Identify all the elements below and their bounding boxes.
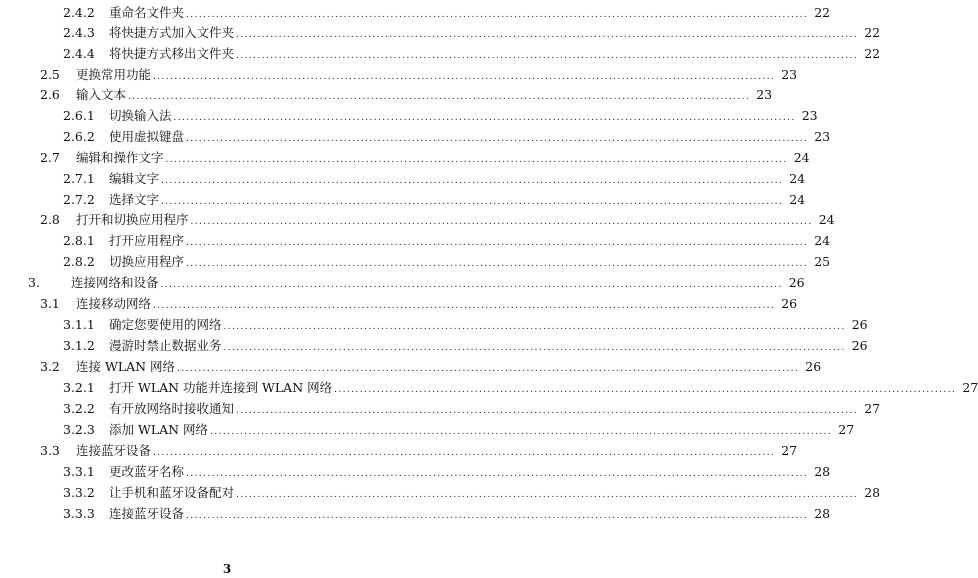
toc-entry-page: 23 (756, 87, 773, 102)
toc-entry-page: 23 (814, 129, 831, 144)
toc-entry[interactable] (63, 249, 831, 269)
toc-entry-page: 24 (793, 150, 810, 165)
dot-leader: .................................................................................................................................................. (160, 280, 783, 290)
toc-entry-number: 3.2.1 (63, 380, 95, 395)
dot-leader: .................................................................................................................................................. (186, 469, 809, 479)
toc-entry-number: 2.8 (40, 212, 60, 227)
toc-entry[interactable] (63, 0, 831, 20)
dot-leader: .................................................................................................................................................. (236, 30, 859, 40)
toc-entry-page: 24 (789, 171, 806, 186)
toc-entry-title: 连接移动网络 (76, 296, 152, 311)
toc-entry-title: 将快捷方式加入文件夹 (109, 25, 235, 40)
toc-entry-title: 有开放网络时接收通知 (109, 401, 235, 416)
dot-leader: .................................................................................................................................................. (161, 197, 784, 207)
toc-entry-title: 更改蓝牙名称 (109, 464, 185, 479)
toc-entry[interactable] (63, 228, 831, 248)
dot-leader: .................................................................................................................................................. (173, 113, 796, 123)
toc-entry-title: 选择文字 (109, 192, 160, 207)
dot-leader: .................................................................................................................................................. (186, 10, 809, 20)
toc-entry-title: 确定您要使用的网络 (109, 317, 222, 332)
toc-entry[interactable] (63, 333, 868, 353)
toc-entry-page: 27 (781, 443, 798, 458)
toc-entry-page: 26 (851, 338, 868, 353)
dot-leader: .................................................................................................................................................. (210, 427, 833, 437)
toc-entry[interactable] (63, 124, 831, 144)
toc-entry-number: 3.1.1 (63, 317, 95, 332)
toc-entry-number: 2.7.2 (63, 192, 95, 207)
toc-entry-title: 切换输入法 (109, 108, 172, 123)
toc-entry-title: 连接蓝牙设备 (76, 443, 152, 458)
toc-entry-number: 3.3.3 (63, 506, 95, 521)
toc-entry-page: 24 (814, 233, 831, 248)
toc-entry-number: 3.3.1 (63, 464, 95, 479)
toc-entry-page: 28 (864, 485, 881, 500)
toc-entry-number: 2.6 (40, 87, 60, 102)
dot-leader: .................................................................................................................................................. (190, 217, 813, 227)
dot-leader: .................................................................................................................................................. (128, 92, 751, 102)
toc-entry[interactable] (63, 20, 881, 40)
toc-entry-number: 2.8.2 (63, 254, 95, 269)
toc-entry-number: 2.5 (40, 67, 60, 82)
dot-leader: .................................................................................................................................................. (186, 134, 809, 144)
toc-entry-title: 打开 WLAN 功能并连接到 WLAN 网络 (109, 380, 333, 395)
toc-entry-number: 2.4.2 (63, 5, 95, 20)
toc-entry-page: 27 (838, 422, 855, 437)
toc-entry-page: 26 (788, 275, 805, 290)
dot-leader: .................................................................................................................................................. (334, 385, 957, 395)
toc-entry-number: 3.2.2 (63, 401, 95, 416)
toc-entry-page: 23 (781, 67, 798, 82)
toc-entry[interactable] (40, 438, 798, 458)
toc-entry-page: 28 (814, 464, 831, 479)
toc-entry-number: 3.1.2 (63, 338, 95, 353)
dot-leader: .................................................................................................................................................. (223, 343, 846, 353)
toc-entry[interactable] (63, 312, 868, 332)
toc-entry-page: 26 (781, 296, 798, 311)
toc-entry-number: 2.4.4 (63, 46, 95, 61)
toc-entry-page: 23 (801, 108, 818, 123)
toc-entry-title: 添加 WLAN 网络 (109, 422, 209, 437)
toc-entry-title: 连接蓝牙设备 (109, 506, 185, 521)
toc-entry-page: 26 (805, 359, 822, 374)
toc-entry-title: 使用虚拟键盘 (109, 129, 185, 144)
toc-entry-title: 让手机和蓝牙设备配对 (109, 485, 235, 500)
dot-leader: .................................................................................................................................................. (236, 51, 859, 61)
toc-entry-number: 2.7 (40, 150, 60, 165)
toc-entry-number: 3.3.2 (63, 485, 95, 500)
toc-entry[interactable] (63, 501, 831, 521)
toc-entry-page: 22 (864, 46, 881, 61)
toc-entry-title: 编辑文字 (109, 171, 160, 186)
toc-entry-page: 27 (962, 380, 978, 395)
toc-entry[interactable] (40, 62, 798, 82)
toc-entry-number: 2.6.2 (63, 129, 95, 144)
toc-entry[interactable] (63, 166, 806, 186)
toc-entry[interactable] (40, 145, 810, 165)
toc-entry-title: 打开应用程序 (109, 233, 185, 248)
toc-entry-number: 2.7.1 (63, 171, 95, 186)
dot-leader: .................................................................................................................................................. (177, 364, 800, 374)
toc-entry-number: 3.2 (40, 359, 60, 374)
toc-entry[interactable] (63, 480, 881, 500)
toc-entry-title: 切换应用程序 (109, 254, 185, 269)
dot-leader: .................................................................................................................................................. (161, 176, 784, 186)
dot-leader: .................................................................................................................................................. (153, 301, 776, 311)
toc-entry-page: 27 (864, 401, 881, 416)
toc-entry[interactable] (63, 396, 881, 416)
toc-entry-title: 连接 WLAN 网络 (76, 359, 176, 374)
toc-entry[interactable] (63, 459, 831, 479)
dot-leader: .................................................................................................................................................. (236, 490, 859, 500)
toc-entry[interactable] (63, 187, 806, 207)
dot-leader: .................................................................................................................................................. (165, 155, 788, 165)
toc-entry-page: 24 (789, 192, 806, 207)
dot-leader: .................................................................................................................................................. (153, 448, 776, 458)
toc-entry[interactable] (63, 375, 978, 395)
toc-entry-page: 24 (818, 212, 835, 227)
toc-entry[interactable] (63, 103, 818, 123)
dot-leader: .................................................................................................................................................. (186, 259, 809, 269)
toc-entry-title: 连接网络和设备 (71, 275, 159, 290)
toc-entry[interactable] (28, 270, 805, 290)
toc-entry[interactable] (40, 207, 835, 227)
toc-entry-number: 3.2.3 (63, 422, 95, 437)
toc-entry[interactable] (40, 291, 798, 311)
toc-entry[interactable] (40, 82, 773, 102)
page-number: 3 (222, 562, 232, 576)
toc-entry-page: 22 (864, 25, 881, 40)
toc-entry[interactable] (63, 41, 881, 61)
toc-entry[interactable] (40, 354, 822, 374)
dot-leader: .................................................................................................................................................. (153, 72, 776, 82)
toc-entry-title: 重命名文件夹 (109, 5, 185, 20)
toc-entry-title: 输入文本 (76, 87, 127, 102)
toc-entry-title: 将快捷方式移出文件夹 (109, 46, 235, 61)
toc-entry-title: 更换常用功能 (76, 67, 152, 82)
toc-entry-page: 28 (814, 506, 831, 521)
toc-entry[interactable] (63, 417, 855, 437)
toc-entry-page: 22 (814, 5, 831, 20)
toc-entry-title: 漫游时禁止数据业务 (109, 338, 222, 353)
toc-entry-number: 3.3 (40, 443, 60, 458)
dot-leader: .................................................................................................................................................. (186, 511, 809, 521)
toc-entry-title: 打开和切换应用程序 (76, 212, 189, 227)
toc-entry-page: 25 (814, 254, 831, 269)
toc-entry-number: 2.6.1 (63, 108, 95, 123)
toc-entry-number: 3.1 (40, 296, 60, 311)
dot-leader: .................................................................................................................................................. (236, 406, 859, 416)
toc-entry-title: 编辑和操作文字 (76, 150, 164, 165)
toc-entry-number: 3. (28, 275, 40, 290)
dot-leader: .................................................................................................................................................. (223, 322, 846, 332)
dot-leader: .................................................................................................................................................. (186, 238, 809, 248)
toc-entry-number: 2.4.3 (63, 25, 95, 40)
toc-entry-number: 2.8.1 (63, 233, 95, 248)
toc-entry-page: 26 (851, 317, 868, 332)
